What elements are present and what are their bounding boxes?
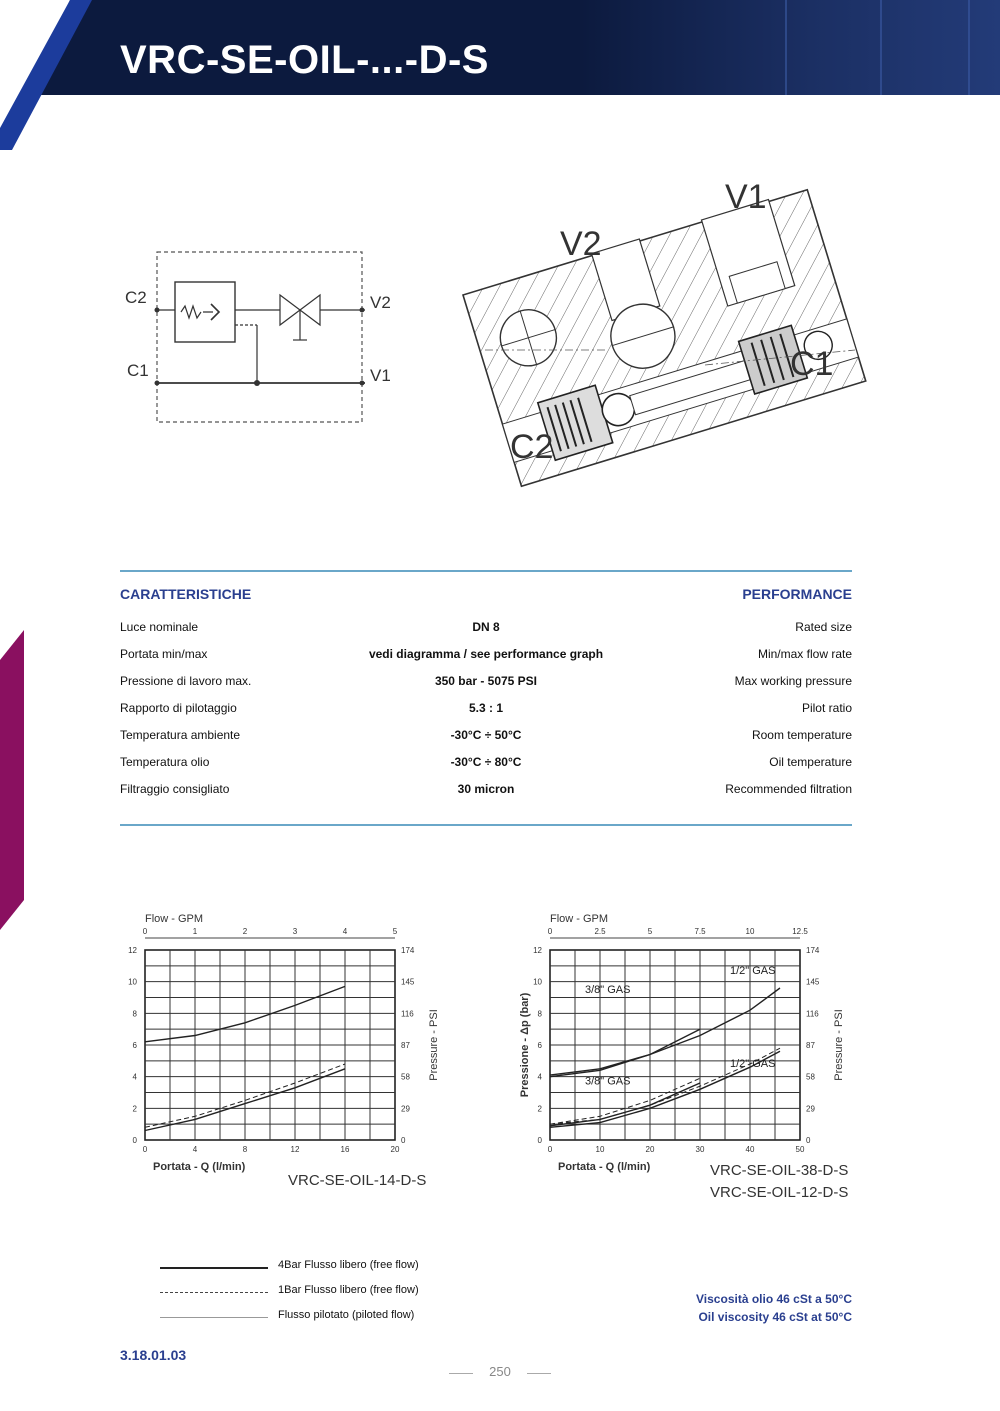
x-tick-label: 0 xyxy=(142,1145,148,1154)
spec-value: -30°C ÷ 50°C xyxy=(450,728,522,742)
spec-label-en: Rated size xyxy=(795,620,852,634)
spec-value: vedi diagramma / see performance graph xyxy=(368,647,604,661)
top-tick-label: 0 xyxy=(547,927,553,936)
x-axis-label: Portata - Q (l/min) xyxy=(153,1161,246,1173)
spec-value: DN 8 xyxy=(472,620,500,634)
y2-tick-label: 58 xyxy=(806,1072,815,1082)
spec-label-it: Rapporto di pilotaggio xyxy=(120,701,237,715)
section-bottom-rule xyxy=(120,824,852,826)
curve-annotation: 3/8" GAS xyxy=(585,1075,631,1088)
x-tick-label: 30 xyxy=(695,1145,705,1154)
legend-item xyxy=(160,1258,480,1283)
y-tick-label: 0 xyxy=(537,1136,542,1145)
viscosity-italian: Viscosità olio 46 cSt a 50°C xyxy=(696,1292,852,1306)
catalog-code: 3.18.01.03 xyxy=(120,1347,187,1363)
legend-line-dashed xyxy=(160,1292,268,1293)
header-decoration xyxy=(580,0,1000,95)
spec-label-it: Temperatura ambiente xyxy=(120,728,241,742)
y-tick-label: 8 xyxy=(132,1009,137,1019)
y2-tick-label: 145 xyxy=(806,977,820,987)
top-tick-label: 2 xyxy=(242,927,248,936)
x-tick-label: 20 xyxy=(390,1145,400,1154)
y-tick-label: 12 xyxy=(128,946,137,955)
x-tick-label: 40 xyxy=(745,1145,755,1154)
top-tick-label: 5 xyxy=(392,927,398,936)
spec-label-it: Pressione di lavoro max. xyxy=(120,674,252,688)
y-tick-label: 6 xyxy=(132,1041,137,1050)
spec-label-it: Portata min/max xyxy=(120,647,208,661)
curve-annotation: 1/2" GAS xyxy=(730,964,776,977)
x-tick-label: 20 xyxy=(645,1145,655,1154)
y2-tick-label: 58 xyxy=(401,1072,410,1082)
y-tick-label: 6 xyxy=(537,1041,542,1050)
port-label-c2: C2 xyxy=(125,288,147,307)
y2-tick-label: 29 xyxy=(806,1104,815,1114)
port-label-v2: V2 xyxy=(370,293,391,312)
x-tick-label: 0 xyxy=(547,1145,553,1154)
spec-table xyxy=(120,620,852,809)
legend-label: 1Bar Flusso libero (free flow) xyxy=(278,1284,419,1296)
y-tick-label: 4 xyxy=(132,1072,137,1082)
section-label-c2: C2 xyxy=(510,428,554,466)
spec-row xyxy=(120,755,852,782)
x-tick-label: 12 xyxy=(290,1145,300,1154)
x-tick-label: 16 xyxy=(340,1145,350,1154)
header-decoration-line xyxy=(785,0,787,95)
page-title: VRC-SE-OIL-...-D-S xyxy=(120,38,489,82)
spec-row xyxy=(120,701,852,728)
legend-label: 4Bar Flusso libero (free flow) xyxy=(278,1259,419,1271)
header-corner-stripe xyxy=(0,0,100,150)
spec-value: 5.3 : 1 xyxy=(468,701,504,715)
y-tick-label: 8 xyxy=(537,1009,542,1019)
performance-chart-14 xyxy=(100,895,500,1205)
y2-axis-label: Pressure - PSI xyxy=(833,1009,845,1081)
port-label-c1: C1 xyxy=(127,361,149,380)
x-tick-label: 10 xyxy=(595,1145,605,1154)
y2-tick-label: 29 xyxy=(401,1104,410,1114)
header-decoration-line xyxy=(880,0,882,95)
spec-value: 350 bar - 5075 PSI xyxy=(434,674,538,688)
section-label-c1: C1 xyxy=(790,345,834,383)
spec-row xyxy=(120,728,852,755)
top-tick-label: 1 xyxy=(192,927,198,936)
page-number: 250 xyxy=(455,1364,545,1379)
heading-english: PERFORMANCE xyxy=(742,586,852,602)
model-label: VRC-SE-OIL-38-D-S xyxy=(710,1162,849,1179)
spec-label-en: Min/max flow rate xyxy=(757,647,852,661)
y2-tick-label: 87 xyxy=(401,1041,410,1050)
spec-label-en: Recommended filtration xyxy=(725,782,852,796)
top-tick-label: 12.5 xyxy=(792,927,808,936)
page-header xyxy=(0,0,1000,95)
y-tick-label: 4 xyxy=(537,1072,542,1082)
top-tick-label: 5 xyxy=(647,927,653,936)
chart-legend xyxy=(160,1258,480,1333)
top-tick-label: 0 xyxy=(142,927,148,936)
top-axis-label: Flow - GPM xyxy=(550,913,609,925)
spec-value: 30 micron xyxy=(457,782,515,796)
header-decoration-line xyxy=(968,0,970,95)
section-label-v2: V2 xyxy=(560,225,602,263)
y2-tick-label: 174 xyxy=(806,946,820,955)
y2-tick-label: 116 xyxy=(401,1009,414,1019)
spec-label-en: Max working pressure xyxy=(734,674,852,688)
y-tick-label: 0 xyxy=(132,1136,137,1145)
y-tick-label: 2 xyxy=(537,1104,542,1114)
spec-label-en: Room temperature xyxy=(751,728,852,742)
y-axis-label: Pressione - Δp (bar) xyxy=(519,992,531,1098)
y-tick-label: 10 xyxy=(533,977,542,987)
specifications-header xyxy=(120,572,852,620)
legend-line-solid xyxy=(160,1267,268,1269)
top-tick-label: 4 xyxy=(342,927,348,936)
y2-tick-label: 116 xyxy=(806,1009,819,1019)
spec-row xyxy=(120,620,852,647)
side-accent-bar xyxy=(0,630,30,930)
section-label-v1: V1 xyxy=(725,178,767,216)
valve-symbol xyxy=(280,295,300,325)
legend-item xyxy=(160,1283,480,1308)
valve-section-drawing xyxy=(455,170,875,530)
y-tick-label: 10 xyxy=(128,977,137,987)
top-tick-label: 2.5 xyxy=(594,927,606,936)
y2-axis-label: Pressure - PSI xyxy=(428,1009,440,1081)
spec-label-en: Pilot ratio xyxy=(801,701,852,715)
top-axis-label: Flow - GPM xyxy=(145,913,204,925)
spec-value: -30°C ÷ 80°C xyxy=(450,755,522,769)
viscosity-note xyxy=(696,1290,852,1326)
y2-tick-label: 87 xyxy=(806,1041,815,1050)
top-tick-label: 10 xyxy=(745,927,755,936)
spec-label-it: Luce nominale xyxy=(120,620,199,634)
y2-tick-label: 174 xyxy=(401,946,415,955)
port-label-v1: V1 xyxy=(370,366,391,385)
x-tick-label: 4 xyxy=(192,1145,198,1154)
spec-row xyxy=(120,674,852,701)
curve-annotation: 1/2" GAS xyxy=(730,1058,776,1071)
x-tick-label: 8 xyxy=(242,1145,248,1154)
spec-row xyxy=(120,782,852,809)
model-label: VRC-SE-OIL-14-D-S xyxy=(288,1172,427,1189)
heading-italian: CARATTERISTICHE xyxy=(120,586,252,602)
specifications-section xyxy=(120,570,852,826)
spec-label-en: Oil temperature xyxy=(769,755,852,769)
model-label: VRC-SE-OIL-12-D-S xyxy=(710,1184,849,1201)
legend-label: Flusso pilotato (piloted flow) xyxy=(278,1309,415,1321)
spec-label-it: Filtraggio consigliato xyxy=(120,782,230,796)
hydraulic-schematic xyxy=(115,240,405,430)
legend-line-light xyxy=(160,1317,268,1318)
viscosity-english: Oil viscosity 46 cSt at 50°C xyxy=(698,1310,852,1324)
x-tick-label: 50 xyxy=(795,1145,805,1154)
y-tick-label: 2 xyxy=(132,1104,137,1114)
performance-chart-38-12 xyxy=(505,895,905,1205)
y-tick-label: 12 xyxy=(533,946,542,955)
spec-row xyxy=(120,647,852,674)
y2-tick-label: 0 xyxy=(401,1136,406,1145)
curve-annotation: 3/8" GAS xyxy=(585,983,631,996)
legend-item xyxy=(160,1308,480,1333)
y2-tick-label: 0 xyxy=(806,1136,811,1145)
x-axis-label: Portata - Q (l/min) xyxy=(558,1161,651,1173)
top-tick-label: 7.5 xyxy=(694,927,706,936)
spec-label-it: Temperatura olio xyxy=(120,755,210,769)
y2-tick-label: 145 xyxy=(401,977,415,987)
top-tick-label: 3 xyxy=(292,927,298,936)
